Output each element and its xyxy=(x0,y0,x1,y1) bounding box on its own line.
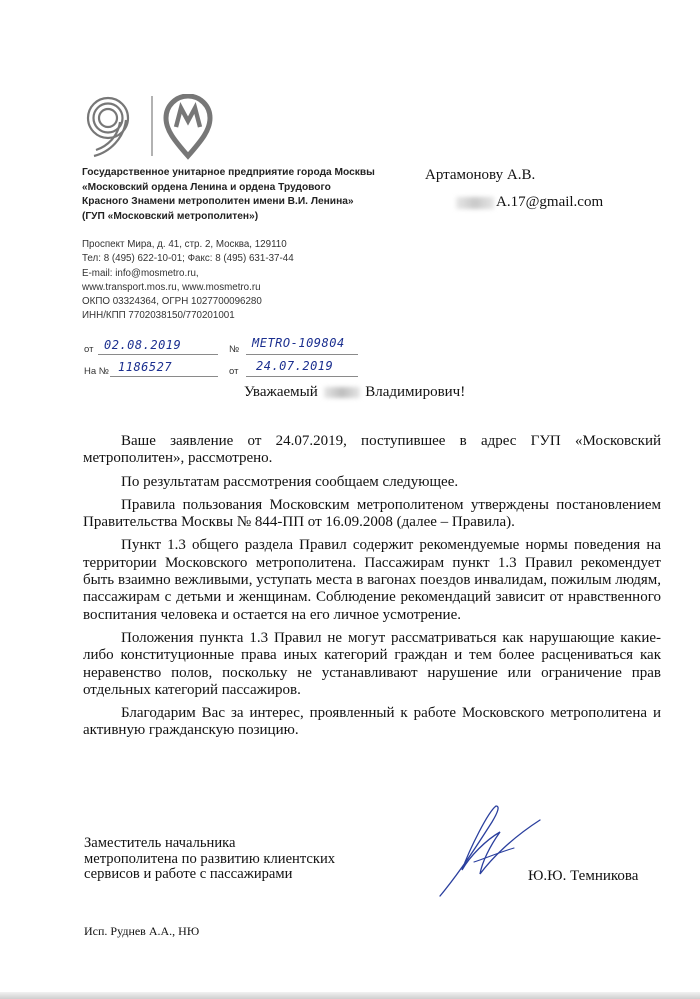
ref-date-underline xyxy=(246,376,358,377)
org-line: «Московский ордена Ленина и ордена Трудового xyxy=(82,181,331,193)
body-paragraph: Правила пользования Московским метрополитеном утверждены постановлением Правительства Москвы № 844-ПП от 16.09.2008 (далее – Правила). xyxy=(83,496,661,531)
ref-number-label: На № xyxy=(84,366,109,377)
moscow-metro-logo xyxy=(80,94,250,160)
organization-contacts xyxy=(82,238,412,324)
body-paragraph: Ваше заявление от 24.07.2019, поступившее в адрес ГУП «Московский метрополитен», рассмотрено. xyxy=(83,433,661,467)
reg-number-underline xyxy=(246,354,358,355)
reg-date-underline xyxy=(98,354,218,355)
metro-pin-icon xyxy=(166,96,210,156)
contact-okpo: ОКПО 03324364, ОГРН 1027700096280 xyxy=(82,296,262,308)
recipient-name: Артамонову А.В. xyxy=(425,167,536,183)
recipient-email-text: A.17@gmail.com xyxy=(496,194,604,210)
contact-email: E-mail: info@mosmetro.ru, xyxy=(82,267,199,279)
letter-body xyxy=(83,433,661,746)
handwritten-signature xyxy=(400,792,550,902)
ref-from-label: от xyxy=(229,366,239,377)
body-paragraph: Пункт 1.3 общего раздела Правил содержит рекомендуемые нормы поведения на территории Московского метрополитена. Пассажирам пункт 1.3 Правил рекомендует быть взаимно вежливыми, уступать места в вагонах поездов инвалидам, пожилым людям, пассажирам с детьми и женщинам. Соблюдение рекомендаций зависит от нравственного воспитания человека и остается на его личное усмотрение. xyxy=(83,537,661,623)
signatory-title-line: Заместитель начальника xyxy=(84,835,236,851)
ref-date: 24.07.2019 xyxy=(256,359,334,373)
organization-name xyxy=(82,166,422,224)
header-logos xyxy=(80,94,250,160)
org-line: Государственное унитарное предприятие города Москвы xyxy=(82,167,375,178)
reg-date: 02.08.2019 xyxy=(104,338,182,352)
reg-number-sign: № xyxy=(229,344,240,355)
signatory-title-line: метрополитена по развитию клиентских xyxy=(84,850,336,867)
signatory-title xyxy=(84,836,335,883)
greeting xyxy=(244,384,465,401)
greeting-end: Владимирович! xyxy=(365,384,466,400)
redacted-blur xyxy=(324,387,360,398)
redacted-blur xyxy=(456,197,494,209)
contact-websites: www.transport.mos.ru, www.mosmetro.ru xyxy=(82,281,261,293)
reg-number: METRO-109804 xyxy=(252,336,345,350)
greeting-start: Уважаемый xyxy=(244,384,318,400)
contact-phone: Тел: 8 (495) 622-10-01; Факс: 8 (495) 631-37-44 xyxy=(82,253,294,265)
ref-number: 1186527 xyxy=(118,360,173,374)
contact-address: Проспект Мира, д. 41, стр. 2, Москва, 129110 xyxy=(82,239,287,250)
contact-inn: ИНН/КПП 7702038150/770201001 xyxy=(82,310,235,322)
ref-number-underline xyxy=(110,376,218,377)
transport-logo-ring-inner xyxy=(99,109,117,127)
metro-m-icon xyxy=(176,108,200,127)
org-line: Красного Знамени метрополитен имени В.И. Ленина» xyxy=(82,196,354,207)
recipient-email xyxy=(456,194,603,211)
org-line: (ГУП «Московский метрополитен») xyxy=(82,210,259,222)
signatory-title-line: сервисов и работе с пассажирами xyxy=(84,866,293,882)
signatory-name: Ю.Ю. Темникова xyxy=(528,868,639,884)
body-paragraph: По результатам рассмотрения сообщаем следующее. xyxy=(121,473,459,490)
body-paragraph: Благодарим Вас за интерес, проявленный к работе Московского метрополитена и активную гражданскую позицию. xyxy=(83,705,661,739)
body-paragraph: Положения пункта 1.3 Правил не могут рассматриваться как нарушающие какие-либо конституционные права иных категорий граждан и тем более расцениваться как неравенство полов, поскольку не устанавливают нарушение или ограничение прав отдельных категорий пассажиров. xyxy=(83,629,661,698)
page-bottom-edge xyxy=(0,992,700,999)
reg-from-label: от xyxy=(84,344,94,355)
executor-note: Исп. Руднев А.А., НЮ xyxy=(84,924,200,938)
